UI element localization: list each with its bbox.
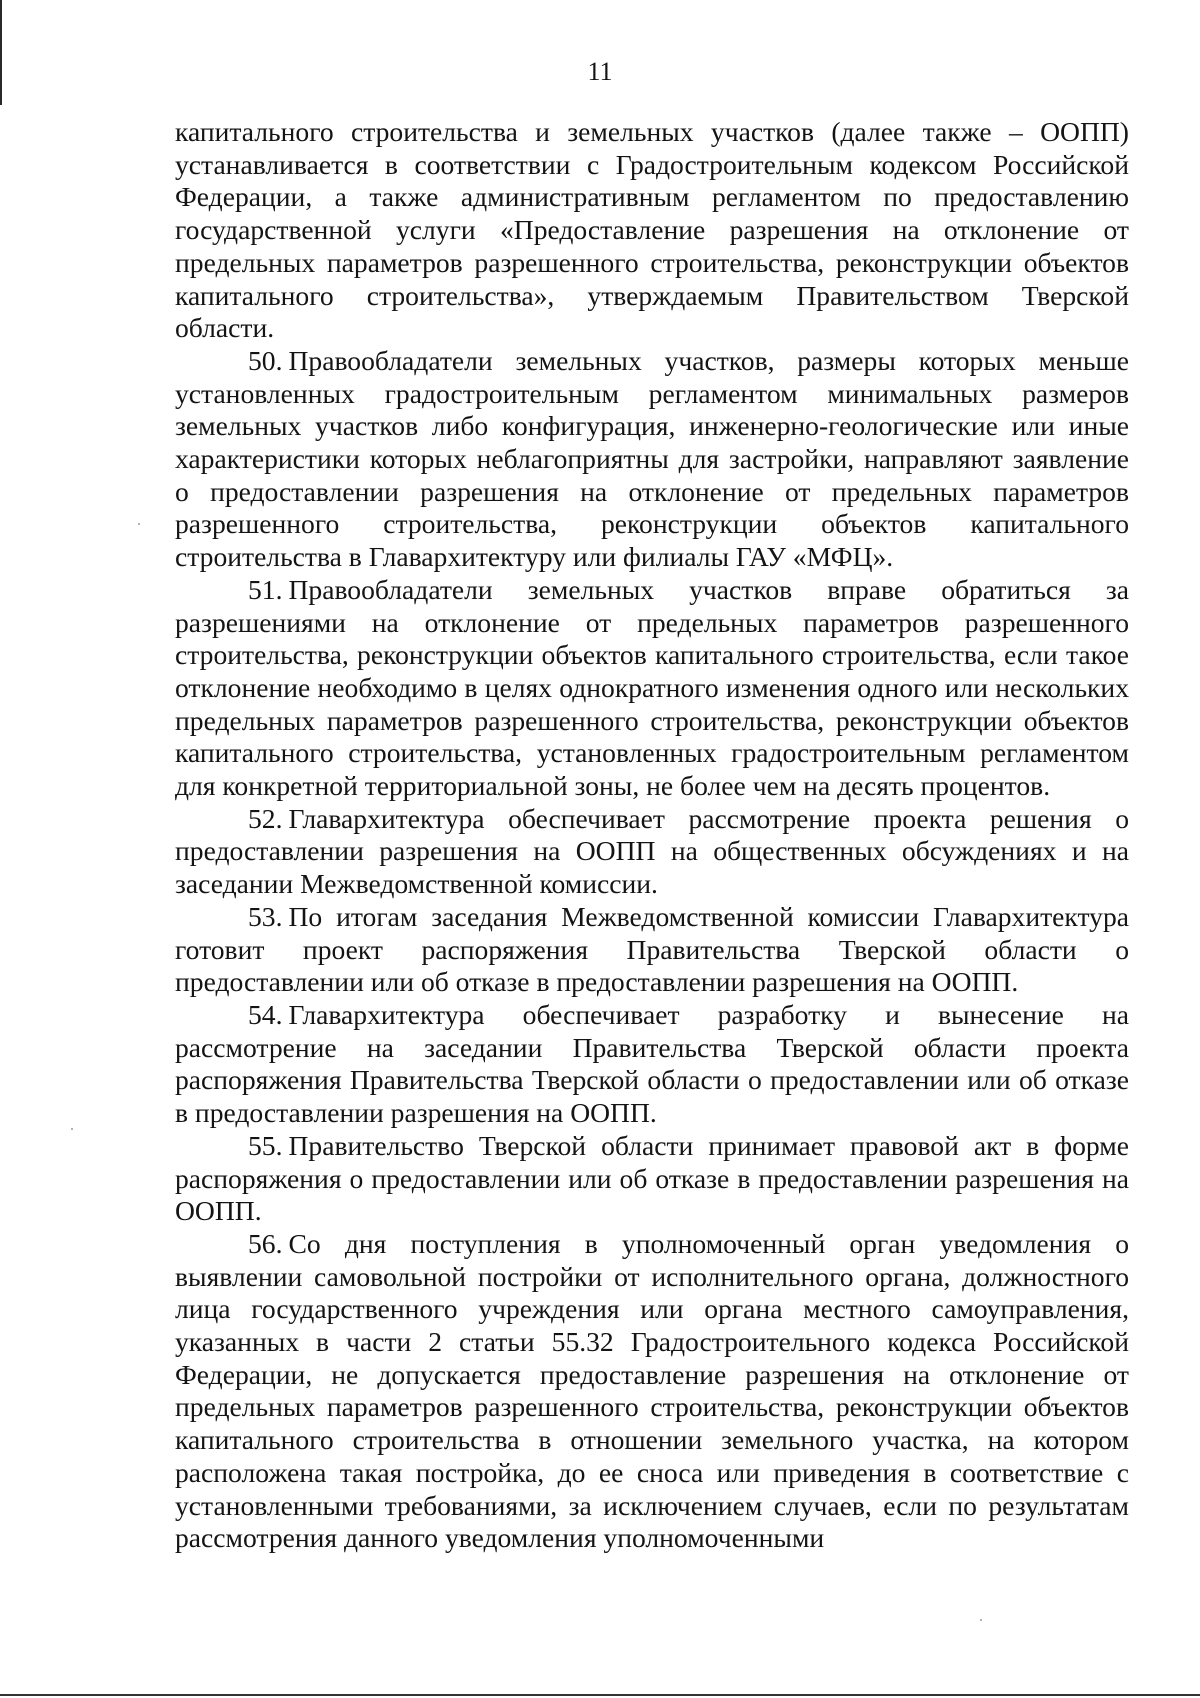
paragraph-text: Главархитектура обеспечивает рассмотрение проекта решения о предоставлении разрешения на ООПП на общественных обсуждениях и на заседании Межведомственной комиссии. <box>175 802 1129 900</box>
scan-speck <box>71 1128 73 1130</box>
paragraph-text: Правительство Тверской области принимает правовой акт в форме распоряжения о предоставлении или об отказе в предоставлении разрешения на ООПП. <box>175 1129 1129 1227</box>
document-body <box>175 116 1129 1555</box>
scan-edge-bottom <box>0 1694 1200 1696</box>
scan-edge-left <box>0 0 2 105</box>
paragraph-number: 56. <box>248 1227 283 1259</box>
scan-speck <box>980 1619 982 1621</box>
paragraph-51 <box>175 574 1129 803</box>
paragraph-number: 53. <box>248 900 283 932</box>
paragraph-number: 52. <box>248 802 283 834</box>
paragraph-52 <box>175 803 1129 901</box>
paragraph-number: 50. <box>248 344 283 376</box>
paragraph-number: 51. <box>248 573 283 605</box>
scan-speck <box>138 523 140 525</box>
paragraph-50 <box>175 345 1129 574</box>
paragraph-text: Правообладатели земельных участков, размеры которых меньше установленных градостроительным регламентом минимальных размеров земельных участков либо конфигурация, инженерно-геологические или иные характеристики которых неблагоприятны для застройки, направляют заявление о предоставлении разрешения на отклонение от предельных параметров разрешенного строительства, реконструкции объектов капитального строительства в Главархитектуру или филиалы ГАУ «МФЦ». <box>175 344 1129 573</box>
paragraph-text: Со дня поступления в уполномоченный орган уведомления о выявлении самовольной постройки от исполнительного органа, должностного лица государственного учреждения или органа местного самоуправления, указанных в части 2 статьи 55.32 Градостроительного кодекса Российской Федерации, не допускается предоставление разрешения на отклонение от предельных параметров разрешенного строительства, реконструкции объектов капитального строительства в отношении земельного участка, на котором расположена такая постройка, до ее сноса или приведения в соответствие с установленными требованиями, за исключением случаев, если по результатам рассмотрения данного уведомления уполномоченными <box>175 1227 1129 1554</box>
page-number: 11 <box>587 57 613 86</box>
paragraph-53 <box>175 901 1129 999</box>
paragraph-56 <box>175 1228 1129 1555</box>
paragraph-continuation: капитального строительства и земельных участков (далее также – ООПП) устанавливается в соответствии с Градостроительным кодексом Российской Федерации, а также административным регламентом по предоставлению государственной услуги «Предоставление разрешения на отклонение от предельных параметров разрешенного строительства, реконструкции объектов капитального строительства», утверждаемым Правительством Тверской области. <box>175 116 1129 344</box>
paragraph-number: 54. <box>248 998 283 1030</box>
paragraph-54 <box>175 999 1129 1130</box>
paragraph-text: По итогам заседания Межведомственной комиссии Главархитектура готовит проект распоряжения Правительства Тверской области о предоставлении или об отказе в предоставлении разрешения на ООПП. <box>175 900 1129 998</box>
paragraph-number: 55. <box>248 1129 283 1161</box>
paragraph-55 <box>175 1130 1129 1228</box>
paragraph-text: Главархитектура обеспечивает разработку и вынесение на рассмотрение на заседании Правительства Тверской области проекта распоряжения Правительства Тверской области о предоставлении или об отказе в предоставлении разрешения на ООПП. <box>175 998 1129 1129</box>
paragraph-text: Правообладатели земельных участков вправе обратиться за разрешениями на отклонение от предельных параметров разрешенного строительства, реконструкции объектов капитального строительства, если такое отклонение необходимо в целях однократного изменения одного или нескольких предельных параметров разрешенного строительства, реконструкции объектов капитального строительства, установленных градостроительным регламентом для конкретной территориальной зоны, не более чем на десять процентов. <box>175 573 1129 802</box>
